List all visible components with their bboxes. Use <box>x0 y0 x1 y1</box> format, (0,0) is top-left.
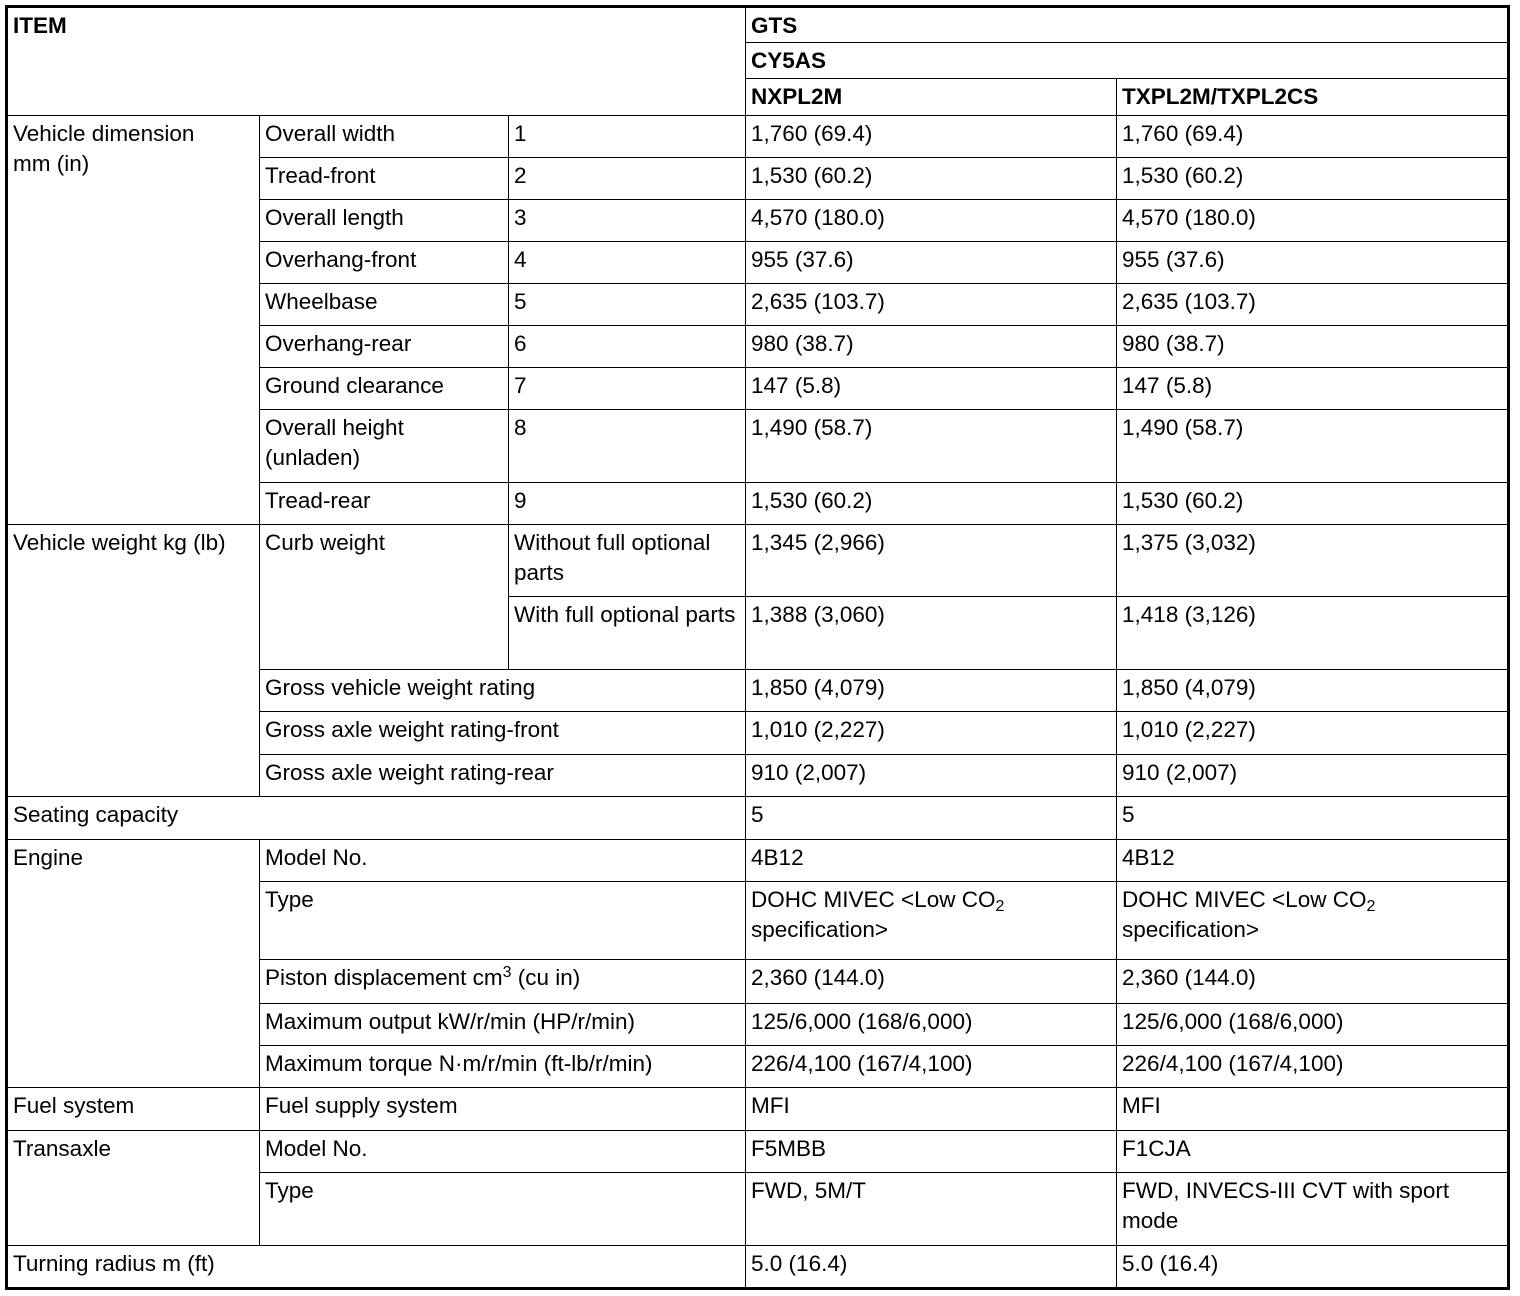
value-a: 1,850 (4,079) <box>746 670 1117 712</box>
value-b: 980 (38.7) <box>1117 326 1509 368</box>
vehicle-dimension-label: Vehicle dimension mm (in) <box>7 116 260 525</box>
dimension-number: 3 <box>509 200 746 242</box>
value-a: 1,490 (58.7) <box>746 410 1117 483</box>
value-a: 4B12 <box>746 840 1117 882</box>
value-b: 4,570 (180.0) <box>1117 200 1509 242</box>
engine-type-b: DOHC MIVEC <Low $CO_2$ specification> <box>1117 882 1509 960</box>
vehicle-weight-label: Vehicle weight kg (lb) <box>7 525 260 797</box>
value-a: 5 <box>746 797 1117 840</box>
value-b: 147 (5.8) <box>1117 368 1509 410</box>
value-a: 5.0 (16.4) <box>746 1246 1117 1289</box>
table-row <box>7 1246 1509 1289</box>
value-a: F5MBB <box>746 1131 1117 1173</box>
engine-label: Engine <box>7 840 260 1088</box>
value-b: 226/4,100 (167/4,100) <box>1117 1046 1509 1088</box>
value-b: 1,760 (69.4) <box>1117 116 1509 158</box>
value-a: 1,345 (2,966) <box>746 525 1117 597</box>
value-a: 226/4,100 (167/4,100) <box>746 1046 1117 1088</box>
variant-a-header: NXPL2M <box>746 79 1117 116</box>
value-a: 1,388 (3,060) <box>746 597 1117 670</box>
table-row <box>7 797 1509 840</box>
value-a: FWD, 5M/T <box>746 1173 1117 1246</box>
seating-capacity-label: Seating capacity <box>7 797 746 840</box>
value-a: 980 (38.7) <box>746 326 1117 368</box>
fuel-system-label: Fuel system <box>7 1088 260 1131</box>
fuel-supply-label: Fuel supply system <box>260 1088 746 1131</box>
transaxle-model-label: Model No. <box>260 1131 746 1173</box>
value-b: F1CJA <box>1117 1131 1509 1173</box>
dimension-number: 6 <box>509 326 746 368</box>
value-a: 125/6,000 (168/6,000) <box>746 1004 1117 1046</box>
value-b: 1,418 (3,126) <box>1117 597 1509 670</box>
value-a: 1,530 (60.2) <box>746 483 1117 525</box>
value-a: 1,760 (69.4) <box>746 116 1117 158</box>
value-b: 4B12 <box>1117 840 1509 882</box>
table-row <box>7 840 1509 882</box>
header-row-grade <box>7 7 1509 43</box>
curb-with-label: With full optional parts <box>509 597 746 670</box>
value-a: 1,010 (2,227) <box>746 712 1117 755</box>
engine-model-label: Model No. <box>260 840 746 882</box>
value-a: 955 (37.6) <box>746 242 1117 284</box>
curb-without-label: Without full optional parts <box>509 525 746 597</box>
model-code-header: CY5AS <box>746 43 1509 79</box>
gawr-rear-label: Gross axle weight rating-rear <box>260 755 746 797</box>
value-a: 2,635 (103.7) <box>746 284 1117 326</box>
item-header: ITEM <box>7 7 746 116</box>
value-b: 2,360 (144.0) <box>1117 960 1509 1004</box>
dimension-name: Ground clearance <box>260 368 509 410</box>
dimension-number: 5 <box>509 284 746 326</box>
dimension-name: Overhang-rear <box>260 326 509 368</box>
dimension-number: 9 <box>509 483 746 525</box>
maximum-torque-label: Maximum torque N·m/r/min (ft-lb/r/min) <box>260 1046 746 1088</box>
grade-header: GTS <box>746 7 1509 43</box>
dimension-number: 7 <box>509 368 746 410</box>
dimension-name: Overall length <box>260 200 509 242</box>
dimension-name: Wheelbase <box>260 284 509 326</box>
dimension-name: Tread-front <box>260 158 509 200</box>
dimension-name: Overall width <box>260 116 509 158</box>
engine-type-a: DOHC MIVEC <Low $CO_2$ specification> <box>746 882 1117 960</box>
specification-table <box>5 5 1510 1290</box>
transaxle-label: Transaxle <box>7 1131 260 1246</box>
dimension-number: 2 <box>509 158 746 200</box>
value-b: 1,850 (4,079) <box>1117 670 1509 712</box>
value-b: 1,010 (2,227) <box>1117 712 1509 755</box>
variant-b-header: TXPL2M/TXPL2CS <box>1117 79 1509 116</box>
value-b: 910 (2,007) <box>1117 755 1509 797</box>
value-b: 5 <box>1117 797 1509 840</box>
table-row <box>7 116 1509 158</box>
value-b: 1,530 (60.2) <box>1117 158 1509 200</box>
dimension-number: 1 <box>509 116 746 158</box>
value-b: 5.0 (16.4) <box>1117 1246 1509 1289</box>
maximum-output-label: Maximum output kW/r/min (HP/r/min) <box>260 1004 746 1046</box>
dimension-number: 4 <box>509 242 746 284</box>
value-a: 1,530 (60.2) <box>746 158 1117 200</box>
table-row <box>7 525 1509 597</box>
piston-displacement-label: Piston displacement $cm^3$ (cu in) <box>260 960 746 1004</box>
value-a: 2,360 (144.0) <box>746 960 1117 1004</box>
gawr-front-label: Gross axle weight rating-front <box>260 712 746 755</box>
curb-weight-label: Curb weight <box>260 525 509 670</box>
value-a: 910 (2,007) <box>746 755 1117 797</box>
dimension-number: 8 <box>509 410 746 483</box>
table-row <box>7 1088 1509 1131</box>
table-row <box>7 1131 1509 1173</box>
value-b: 2,635 (103.7) <box>1117 284 1509 326</box>
gvwr-label: Gross vehicle weight rating <box>260 670 746 712</box>
value-b: 955 (37.6) <box>1117 242 1509 284</box>
value-a: 4,570 (180.0) <box>746 200 1117 242</box>
value-a: MFI <box>746 1088 1117 1131</box>
value-b: 1,530 (60.2) <box>1117 483 1509 525</box>
value-b: 125/6,000 (168/6,000) <box>1117 1004 1509 1046</box>
value-b: FWD, INVECS-III CVT with sport mode <box>1117 1173 1509 1246</box>
value-a: 147 (5.8) <box>746 368 1117 410</box>
dimension-name: Overhang-front <box>260 242 509 284</box>
value-b: 1,375 (3,032) <box>1117 525 1509 597</box>
dimension-name: Tread-rear <box>260 483 509 525</box>
dimension-name: Overall height (unladen) <box>260 410 509 483</box>
value-b: 1,490 (58.7) <box>1117 410 1509 483</box>
engine-type-label: Type <box>260 882 746 960</box>
turning-radius-label: Turning radius m (ft) <box>7 1246 746 1289</box>
transaxle-type-label: Type <box>260 1173 746 1246</box>
value-b: MFI <box>1117 1088 1509 1131</box>
